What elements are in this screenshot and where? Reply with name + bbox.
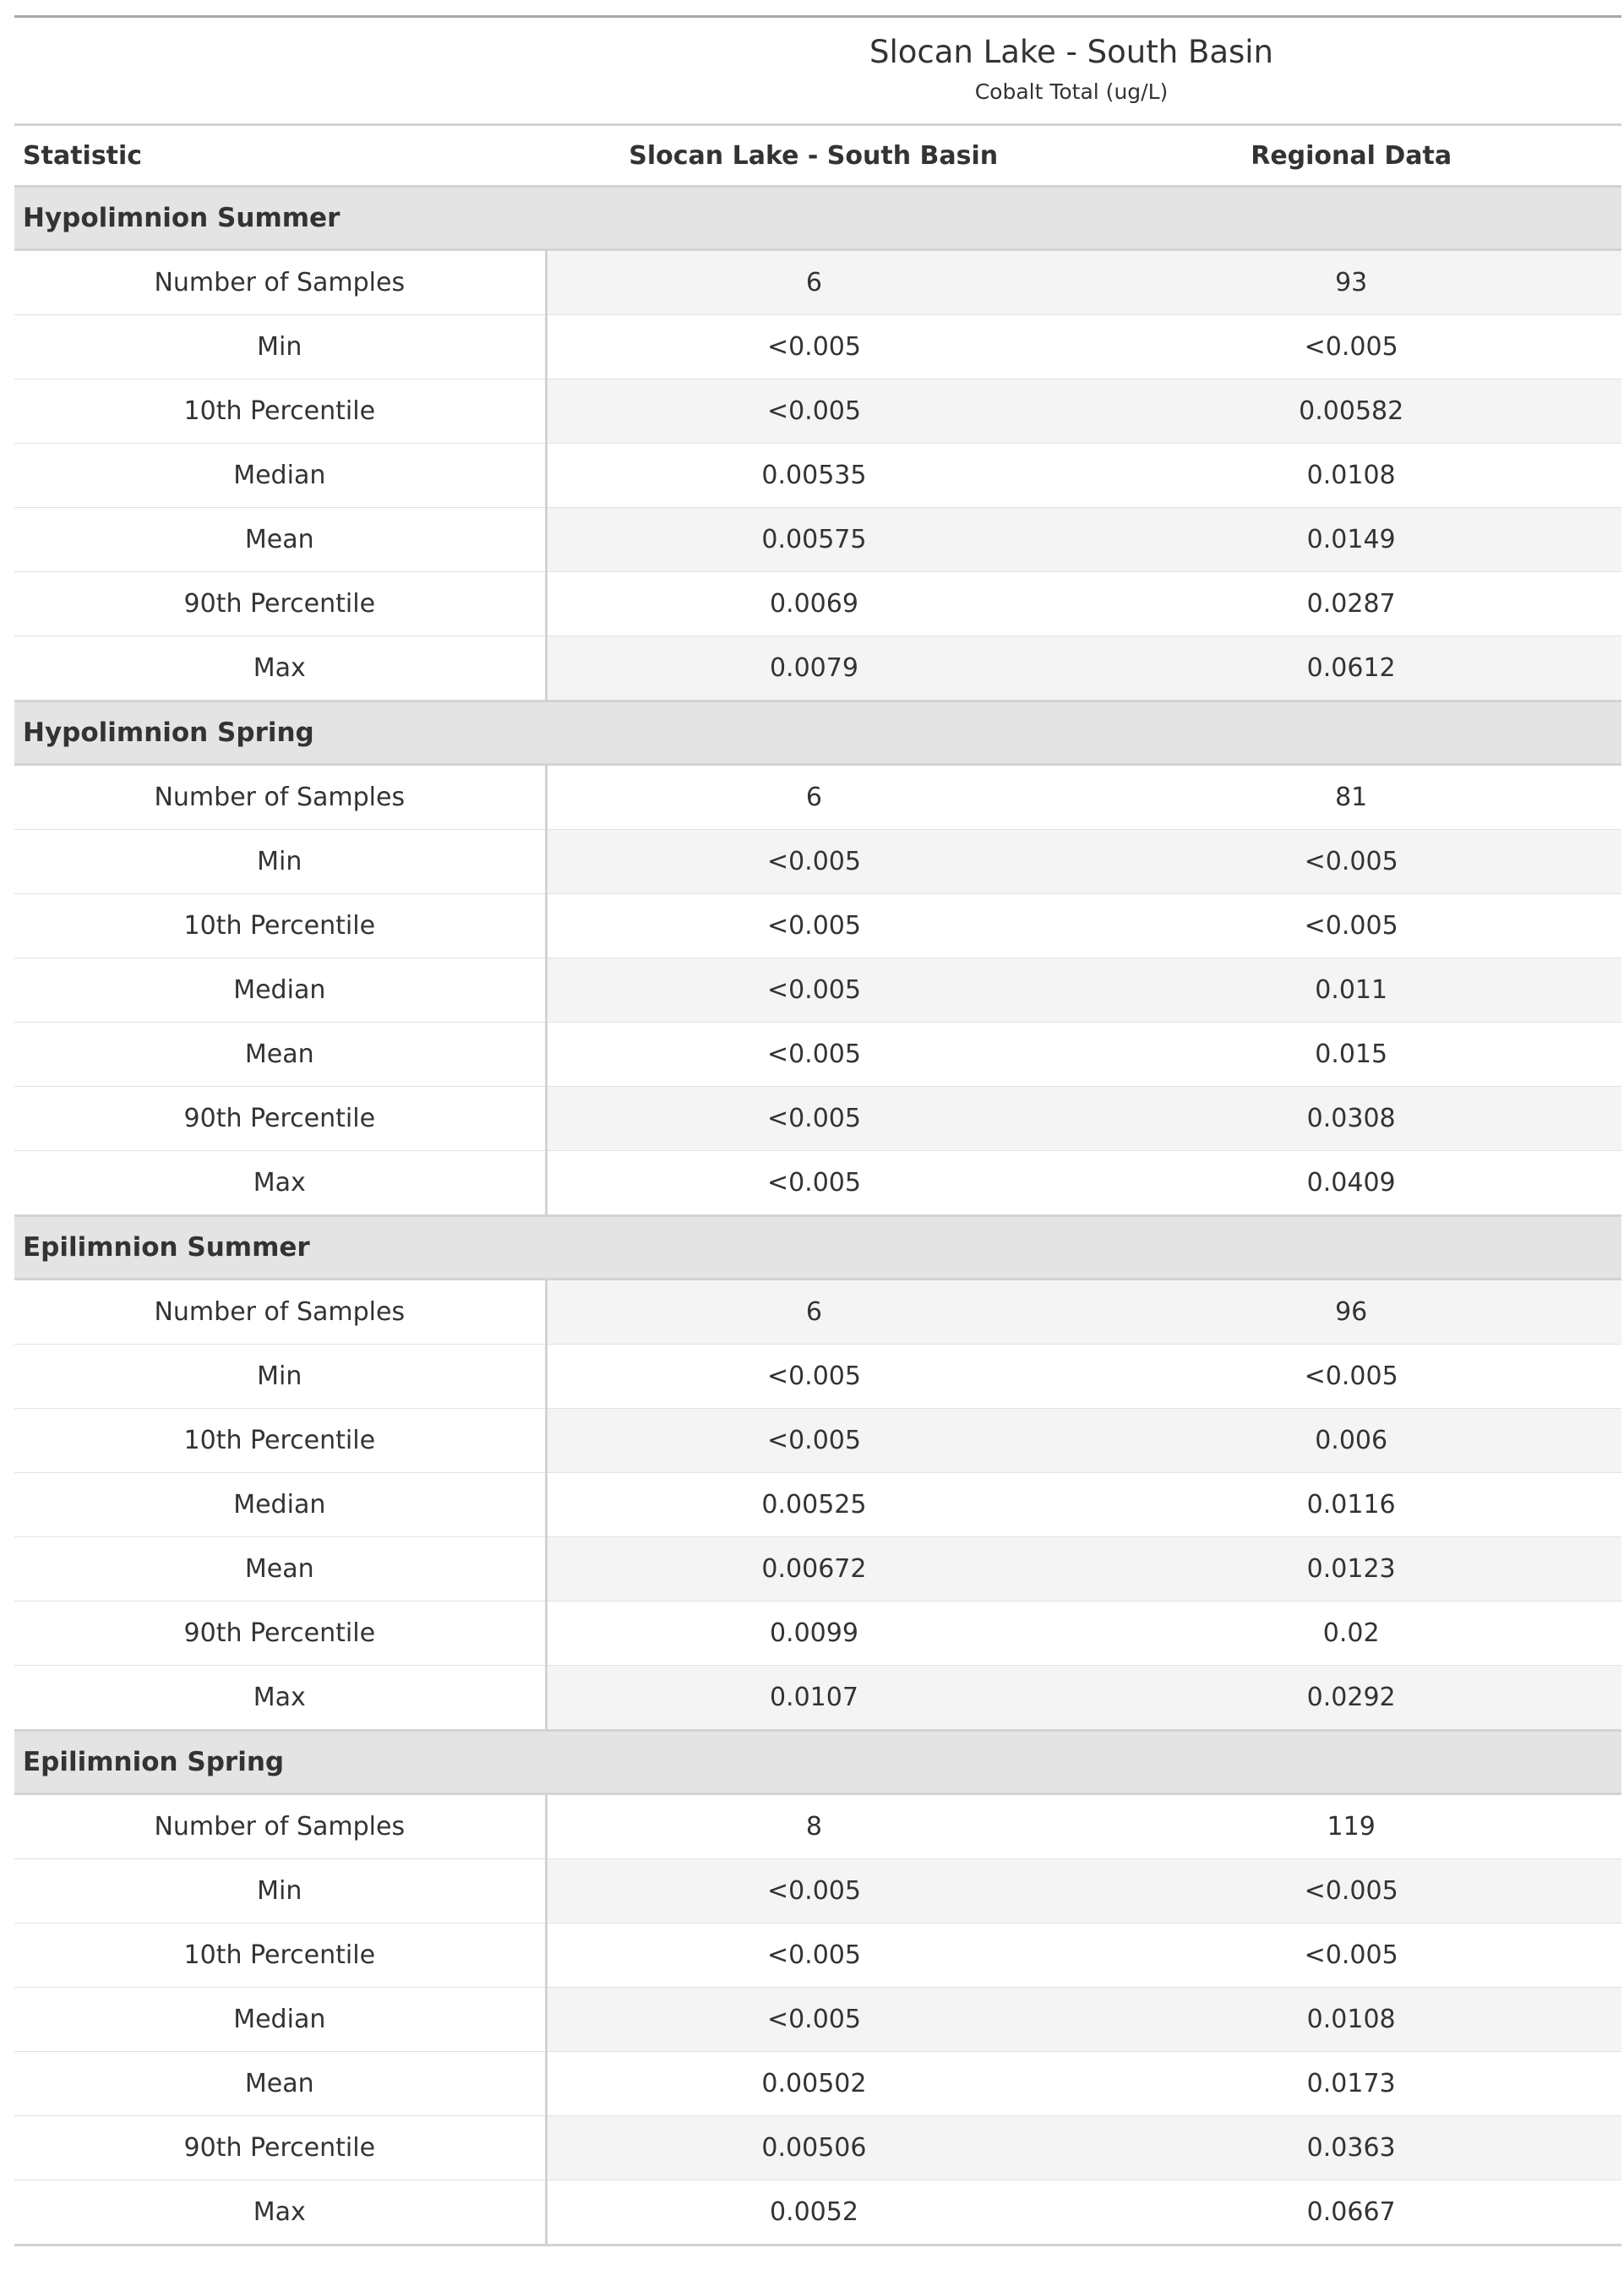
- regional-value-cell: 0.015: [1081, 1023, 1621, 1087]
- lake-value-cell: 0.00506: [546, 2116, 1081, 2180]
- lake-value-cell: 0.0069: [546, 572, 1081, 636]
- table-row: [14, 572, 1621, 636]
- stat-cell: Mean: [14, 2052, 546, 2116]
- table-subtitle: Cobalt Total (ug/L): [974, 79, 1169, 104]
- group-label: Hypolimnion Spring: [14, 701, 1621, 765]
- lake-value-cell: 0.00502: [546, 2052, 1081, 2116]
- regional-value-cell: 0.0149: [1081, 508, 1621, 572]
- table-row: [14, 1666, 1621, 1731]
- lake-value-cell: 0.00535: [546, 444, 1081, 508]
- stat-cell: Min: [14, 1345, 546, 1409]
- table-row: [14, 636, 1621, 701]
- table-row: [14, 1151, 1621, 1216]
- regional-value-cell: 0.0123: [1081, 1537, 1621, 1602]
- lake-value-cell: 0.00525: [546, 1473, 1081, 1537]
- regional-value-cell: 0.0116: [1081, 1473, 1621, 1537]
- regional-value-cell: 0.0667: [1306, 2197, 1396, 2227]
- stat-cell: Median: [14, 1988, 546, 2052]
- stat-cell: 10th Percentile: [14, 1923, 546, 1988]
- table-row: [14, 1923, 1621, 1988]
- regional-value-cell: 81: [1081, 765, 1621, 830]
- stat-cell: Max: [14, 1666, 546, 1731]
- lake-value-cell: 0.00672: [546, 1537, 1081, 1602]
- stat-cell: Mean: [14, 1537, 546, 1602]
- table-row: [14, 1537, 1621, 1602]
- stat-cell: 90th Percentile: [14, 1602, 546, 1666]
- stat-cell: Median: [14, 958, 546, 1023]
- regional-value-cell: 0.0173: [1081, 2052, 1621, 2116]
- table-row: [14, 1345, 1621, 1409]
- stat-cell: Median: [14, 444, 546, 508]
- lake-value-cell: <0.005: [546, 1923, 1081, 1988]
- group-row: [14, 701, 1621, 765]
- table-row: [14, 2180, 1621, 2245]
- regional-value-cell: 0.00582: [1081, 379, 1621, 444]
- table-header: [14, 17, 1621, 187]
- column-header-row: [14, 125, 1621, 187]
- table-row: [14, 1280, 1621, 1345]
- regional-value-cell: 0.0612: [1081, 636, 1621, 701]
- regional-value-cell: <0.005: [1081, 830, 1621, 894]
- lake-value-cell: 0.0052: [769, 2197, 858, 2227]
- table-row: [14, 1409, 1621, 1473]
- table-row: [14, 894, 1621, 958]
- stat-cell: Median: [14, 1473, 546, 1537]
- lake-value-cell: 0.0079: [546, 636, 1081, 701]
- column-header-regional: Regional Data: [1081, 125, 1621, 187]
- table-row: [14, 765, 1621, 830]
- regional-value-cell: 0.011: [1081, 958, 1621, 1023]
- regional-value-cell: 0.0292: [1081, 1666, 1621, 1731]
- stat-cell: Min: [14, 315, 546, 379]
- stat-cell: Number of Samples: [14, 765, 546, 830]
- stat-cell: 90th Percentile: [14, 572, 546, 636]
- stat-cell: 10th Percentile: [14, 1409, 546, 1473]
- lake-value-cell: <0.005: [546, 1023, 1081, 1087]
- lake-value-cell: <0.005: [546, 315, 1081, 379]
- lake-value-cell: 8: [546, 1794, 1081, 1859]
- lake-value-cell: 6: [546, 1280, 1081, 1345]
- table-row: [14, 1988, 1621, 2052]
- regional-value-cell: <0.005: [1081, 1859, 1621, 1923]
- stat-cell: Max: [14, 1151, 546, 1216]
- lake-value-cell: <0.005: [546, 1345, 1081, 1409]
- regional-value-cell: <0.005: [1081, 315, 1621, 379]
- stat-cell: 90th Percentile: [14, 2116, 546, 2180]
- table-row: [14, 1794, 1621, 1859]
- group-row: [14, 1216, 1621, 1280]
- stat-cell: 10th Percentile: [14, 894, 546, 958]
- table-row: [14, 2116, 1621, 2180]
- lake-value-cell: <0.005: [546, 379, 1081, 444]
- summary-table: [14, 15, 1621, 2246]
- regional-value-cell: 96: [1081, 1280, 1621, 1345]
- regional-value-cell: <0.005: [1081, 1345, 1621, 1409]
- group-label: Epilimnion Summer: [14, 1216, 1621, 1280]
- table-body: [14, 187, 1621, 2245]
- regional-value-cell: 0.0108: [1081, 1988, 1621, 2052]
- regional-value-cell: 0.006: [1081, 1409, 1621, 1473]
- group-row: [14, 187, 1621, 250]
- lake-value-cell: 6: [546, 765, 1081, 830]
- lake-value-cell: 0.0107: [546, 1666, 1081, 1731]
- table-row: [14, 444, 1621, 508]
- regional-value-cell: 0.0308: [1081, 1087, 1621, 1151]
- group-row: [14, 1731, 1621, 1794]
- regional-value-cell: <0.005: [1081, 1923, 1621, 1988]
- table-row: [14, 1859, 1621, 1923]
- regional-value-cell: 0.0409: [1306, 1168, 1396, 1198]
- regional-value-cell: 0.0287: [1081, 572, 1621, 636]
- stat-cell: Min: [14, 1859, 546, 1923]
- table-row: [14, 379, 1621, 444]
- lake-value-cell: <0.005: [546, 1859, 1081, 1923]
- table-row: [14, 1023, 1621, 1087]
- table-row: [14, 2052, 1621, 2116]
- stat-cell: Min: [14, 830, 546, 894]
- table-row: [14, 830, 1621, 894]
- stat-cell: 10th Percentile: [14, 379, 546, 444]
- table-row: [14, 1087, 1621, 1151]
- table-row: [14, 1602, 1621, 1666]
- stat-cell: 90th Percentile: [14, 1087, 546, 1151]
- table-row: [14, 1473, 1621, 1537]
- stat-cell: Number of Samples: [14, 1794, 546, 1859]
- group-label: Hypolimnion Summer: [14, 187, 1621, 250]
- lake-value-cell: 0.0099: [546, 1602, 1081, 1666]
- stat-cell: Mean: [14, 1023, 546, 1087]
- lake-value-cell: <0.005: [546, 830, 1081, 894]
- lake-value-cell: <0.005: [546, 958, 1081, 1023]
- lake-value-cell: <0.005: [546, 1087, 1081, 1151]
- regional-value-cell: 0.0363: [1081, 2116, 1621, 2180]
- table-row: [14, 508, 1621, 572]
- lake-value-cell: <0.005: [766, 1168, 861, 1198]
- lake-value-cell: <0.005: [546, 894, 1081, 958]
- stat-cell: Max: [14, 636, 546, 701]
- regional-value-cell: 0.0108: [1081, 444, 1621, 508]
- stat-cell: Number of Samples: [14, 1280, 546, 1345]
- regional-value-cell: 93: [1081, 250, 1621, 315]
- title-row: [14, 17, 1621, 125]
- column-header-lake: Slocan Lake - South Basin: [546, 125, 1081, 187]
- table-title: Slocan Lake - South Basin: [869, 34, 1274, 70]
- stat-cell: Number of Samples: [14, 250, 546, 315]
- stat-cell: Mean: [14, 508, 546, 572]
- regional-value-cell: 0.02: [1081, 1602, 1621, 1666]
- lake-value-cell: 0.00575: [546, 508, 1081, 572]
- regional-value-cell: 119: [1081, 1794, 1621, 1859]
- table-row: [14, 958, 1621, 1023]
- title-cell: [14, 17, 1621, 125]
- regional-value-cell: <0.005: [1081, 894, 1621, 958]
- lake-value-cell: <0.005: [546, 1409, 1081, 1473]
- table-row: [14, 315, 1621, 379]
- column-header-statistic: Statistic: [14, 125, 546, 187]
- stat-cell: Max: [14, 2180, 546, 2245]
- lake-value-cell: <0.005: [546, 1988, 1081, 2052]
- table-row: [14, 250, 1621, 315]
- lake-value-cell: 6: [546, 250, 1081, 315]
- group-label: Epilimnion Spring: [14, 1731, 1621, 1794]
